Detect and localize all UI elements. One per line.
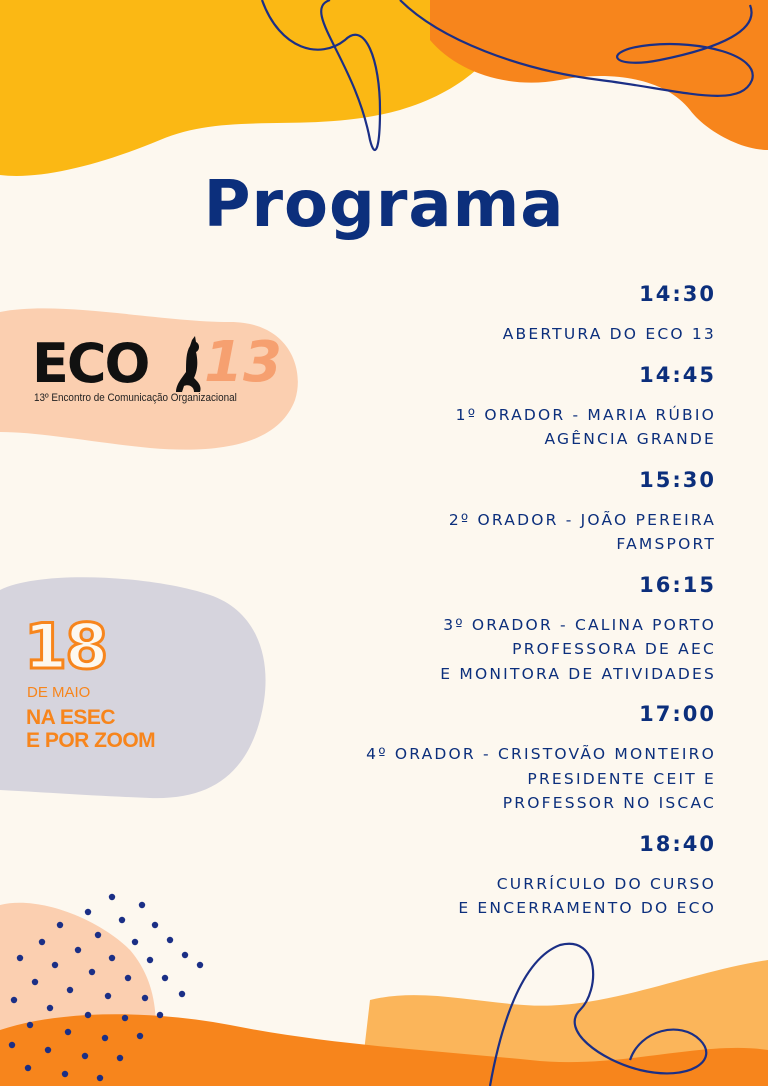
slot-line: PRESIDENTE CEIT E [527,769,716,788]
event-day: 18 [24,610,107,683]
slot-line: CURRÍCULO DO CURSO [496,874,716,893]
schedule-slot [296,830,716,921]
schedule-slot [296,280,716,347]
page-title: Programa [203,168,565,242]
slot-line: ABERTURA DO ECO 13 [502,325,716,343]
event-place-line2: E POR ZOOM [26,729,156,752]
slot-line: E ENCERRAMENTO DO ECO [458,899,716,917]
eco13-logo [28,330,282,410]
slot-time: 14:45 [639,362,716,387]
schedule-slot [296,361,716,452]
slot-time: 14:30 [639,282,716,306]
slot-line: PROFESSORA DE AEC [512,640,716,658]
logo-eco-text: ECO [32,332,149,395]
cat-silhouette-icon [172,336,206,394]
event-month: DE MAIO [27,684,91,701]
schedule-slot [296,571,716,687]
slot-line: FAMSPORT [616,535,716,553]
slot-time: 16:15 [639,572,716,597]
event-place-line1: NA ESEC [26,706,116,729]
logo-number: 13 [204,330,282,395]
schedule [296,280,716,935]
slot-time: 15:30 [639,467,716,492]
slot-line: PROFESSOR NO ISCAC [502,794,716,812]
schedule-slot [296,700,716,816]
slot-line: 4º ORADOR - CRISTOVÃO MONTEIRO [366,745,716,763]
slot-line: AGÊNCIA GRANDE [544,430,716,448]
schedule-slot [296,466,716,557]
top-orange-blob [430,0,768,150]
slot-line: 2º ORADOR - JOÃO PEREIRA [448,510,716,529]
slot-time: 18:40 [639,831,716,856]
event-place [26,706,155,752]
slot-line: 1º ORADOR - MARIA RÚBIO [455,405,716,424]
slot-line: 3º ORADOR - CALINA PORTO [443,615,716,634]
slot-line: E MONITORA DE ATIVIDADES [440,664,716,683]
slot-time: 17:00 [639,702,716,726]
logo-subtitle: 13º Encontro de Comunicação Organizacional [34,392,237,404]
top-yellow-blob [0,0,504,176]
